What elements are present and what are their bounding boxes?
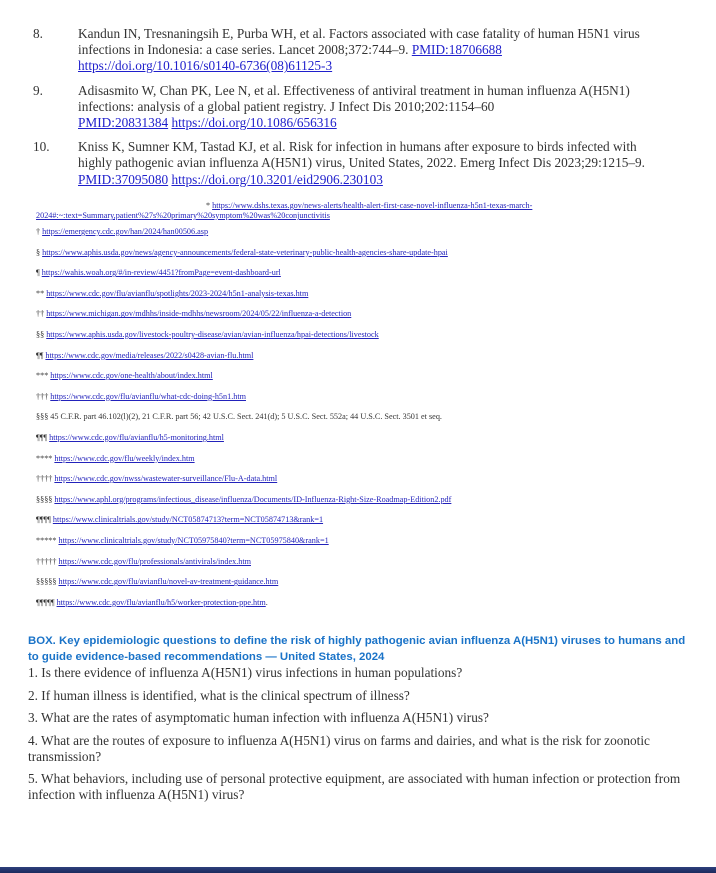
doi-link[interactable]: https://doi.org/10.1086/656316: [171, 115, 337, 131]
footnote-link[interactable]: https://www.cdc.gov/media/releases/2022/s0428-avian-flu.html: [45, 350, 254, 360]
footnote-marker: §: [36, 247, 41, 257]
footnote-link[interactable]: https://www.cdc.gov/flu/avianflu/spotlights/2023-2024/h5n1-analysis-texas.htm: [46, 288, 309, 298]
footnote-link[interactable]: https://www.cdc.gov/flu/professionals/antivirals/index.htm: [58, 556, 251, 566]
question-item: 4. What are the routes of exposure to influenza A(H5N1) virus on farms and dairies, and what is the risk for zoonotic transmission?: [28, 732, 650, 764]
footnote-item: [36, 433, 676, 454]
reference-number: 9.: [33, 82, 43, 98]
footnote-item: [36, 201, 676, 227]
question-item: 3. What are the rates of asymptomatic human infection with influenza A(H5N1) virus?: [28, 710, 489, 725]
footnote-marker: ††††: [36, 474, 53, 484]
footnote-link[interactable]: https://www.cdc.gov/nwss/wastewater-surveillance/Flu-A-data.html: [54, 474, 278, 484]
footnote-item: [36, 371, 676, 392]
footnote-item: [36, 598, 676, 619]
footnote-link[interactable]: https://wahis.woah.org/#/in-review/4451?fromPage=event-dashboard-url: [41, 268, 281, 278]
doi-link[interactable]: https://doi.org/10.3201/eid2906.230103: [171, 171, 383, 187]
footnote-item: [36, 351, 676, 372]
footnote-item: [36, 474, 676, 495]
reference-text: Kandun IN, Tresnaningsih E, Purba WH, et al. Factors associated with case fatality of human H5N1 virus infections in Indonesia: a case series. Lancet 2008;372:744–9.: [78, 26, 640, 58]
footnote-item: [36, 515, 676, 536]
footnote-item: [36, 495, 676, 516]
footnote-marker: ¶¶: [36, 350, 44, 360]
footnote-link[interactable]: https://www.clinicaltrials.gov/study/NCT05874713?term=NCT05874713&rank=1: [52, 515, 324, 525]
footnote-link[interactable]: https://www.cdc.gov/one-health/about/index.html: [50, 371, 213, 381]
footnote-link[interactable]: https://www.cdc.gov/flu/avianflu/what-cdc-doing-h5n1.htm: [50, 391, 246, 401]
footnote-trailing-period: .: [265, 597, 268, 607]
footnote-marker: ¶¶¶: [36, 432, 48, 442]
footnote-list: [36, 201, 676, 618]
footnote-link[interactable]: https://emergency.cdc.gov/han/2024/han00506.asp: [42, 227, 209, 236]
footnote-marker: *: [206, 201, 211, 210]
footnote-link[interactable]: https://www.aphis.usda.gov/livestock-poultry-disease/avian/avian-influenza/hpai-detections/livestock: [46, 329, 379, 339]
footnote-marker: †: [36, 227, 41, 236]
reference-text: Adisasmito W, Chan PK, Lee N, et al. Effectiveness of antiviral treatment in human influenza A(H5N1) infections: analysis of a global patient registry. J Infect Dis 2010;202:1154–60: [78, 82, 630, 114]
footnote-marker: **: [36, 288, 45, 298]
footnote-item: [36, 268, 676, 289]
reference-number: 10.: [33, 139, 50, 155]
reference-list: [0, 26, 716, 196]
footnote-item: [36, 412, 676, 433]
reference-item: [0, 83, 716, 132]
footnote-link[interactable]: https://www.dshs.texas.gov/news-alerts/health-alert-first-case-novel-influenza-h5n1-texas-march-: [212, 201, 533, 210]
footnote-link[interactable]: https://www.cdc.gov/flu/avianflu/novel-av-treatment-guidance.htm: [58, 577, 279, 587]
footnote-item: [36, 330, 676, 351]
reference-item: [0, 26, 716, 75]
footnote-link[interactable]: https://www.aphl.org/programs/infectious_disease/influenza/Documents/ID-Influenza-Right-Size-Roadmap-Edition2.pdf: [54, 494, 452, 504]
footnote-link-continued[interactable]: 2024#:~:text=Summary,patient%27s%20primary%20symptom%20was%20conjunctivitis: [36, 211, 330, 220]
footnote-item: [36, 454, 676, 475]
footnote-marker: †††††: [36, 556, 57, 566]
box-title: BOX. Key epidemiologic questions to define the risk of highly pathogenic avian influenza A(H5N1) viruses to humans and to guide evidence-based recommendations — United States, 2024: [28, 635, 686, 663]
footnote-marker: ††: [36, 309, 45, 319]
footnote-marker: ¶¶¶¶: [36, 515, 51, 525]
bottom-border-bar: [0, 867, 716, 873]
footnote-link[interactable]: https://www.cdc.gov/flu/weekly/index.htm: [54, 453, 195, 463]
footnote-item: [36, 289, 676, 310]
footnote-link[interactable]: https://www.cdc.gov/flu/avianflu/h5/worker-protection-ppe.htm: [56, 597, 266, 607]
reference-item: [0, 139, 716, 188]
footnote-marker: †††: [36, 391, 49, 401]
footnote-link[interactable]: https://www.michigan.gov/mdhhs/inside-mdhhs/newsroom/2024/05/22/influenza-a-detection: [46, 309, 352, 319]
footnote-text: 45 C.F.R. part 46.102(l)(2), 21 C.F.R. part 56; 42 U.S.C. Sect. 241(d); 5 U.S.C. Sect. 552a; 44 U.S.C. Sect. 3501 et seq.: [50, 412, 442, 422]
reference-text: Kniss K, Sumner KM, Tastad KJ, et al. Risk for infection in humans after exposure to birds infected with highly pathogenic avian influenza A(H5N1) virus, United States, 2022. Emerg Infect Dis 2023;29:1215–9.: [78, 139, 645, 171]
footnote-item: [36, 248, 676, 269]
footnote-marker: ***: [36, 371, 49, 381]
footnote-item: [36, 577, 676, 598]
footnote-link[interactable]: https://www.clinicaltrials.gov/study/NCT05975840?term=NCT05975840&rank=1: [58, 535, 329, 545]
pmid-link[interactable]: PMID:20831384: [78, 115, 169, 131]
pmid-link[interactable]: PMID:18706688: [411, 42, 502, 58]
footnote-item: [36, 392, 676, 413]
footnote-marker: ¶: [36, 268, 40, 278]
key-questions-box: [28, 633, 688, 810]
footnote-marker: *****: [36, 535, 57, 545]
footnote-item: [36, 557, 676, 578]
footnote-item: [36, 536, 676, 557]
footnote-marker: ****: [36, 453, 53, 463]
footnote-marker: §§§: [36, 412, 49, 422]
footnote-marker: ¶¶¶¶¶: [36, 597, 55, 607]
pmid-link[interactable]: PMID:37095080: [78, 171, 169, 187]
footnote-marker: §§§§: [36, 494, 53, 504]
doi-link[interactable]: https://doi.org/10.1016/s0140-6736(08)61125-3: [78, 58, 333, 74]
reference-number: 8.: [33, 26, 43, 41]
question-item: 2. If human illness is identified, what is the clinical spectrum of illness?: [28, 687, 410, 703]
footnote-link[interactable]: https://www.cdc.gov/flu/avianflu/h5-monitoring.html: [49, 432, 224, 442]
footnote-item: [36, 309, 676, 330]
footnote-marker: §§: [36, 329, 45, 339]
footnote-link[interactable]: https://www.aphis.usda.gov/news/agency-announcements/federal-state-veterinary-public-health-agencies-share-update-hpai: [42, 247, 448, 257]
question-item: 1. Is there evidence of influenza A(H5N1) virus infections in human populations?: [28, 665, 463, 680]
footnote-item: [36, 227, 676, 248]
question-item: 5. What behaviors, including use of personal protective equipment, are associated with human infection or protection from infection with influenza A(H5N1) virus?: [28, 771, 681, 802]
footnote-marker: §§§§§: [36, 577, 57, 587]
